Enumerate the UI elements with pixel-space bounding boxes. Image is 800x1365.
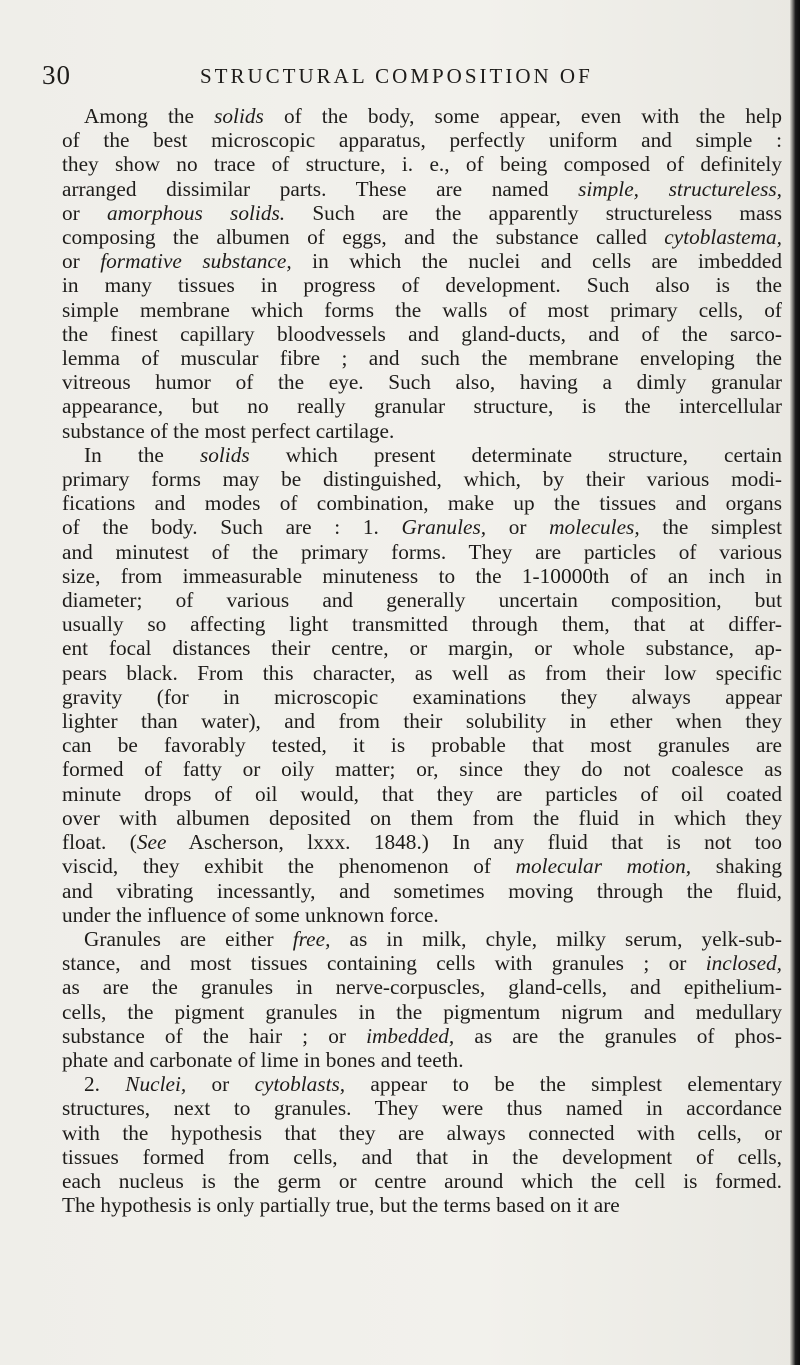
text-line: pears black. From this character, as well as from their low specific bbox=[62, 660, 782, 685]
paragraph-solids bbox=[40, 104, 782, 443]
text-line: simple membrane which forms the walls of most primary cells, of bbox=[62, 297, 782, 322]
running-head: STRUCTURAL COMPOSITION OF bbox=[200, 64, 593, 88]
page-number: 30 bbox=[42, 60, 71, 90]
text-line: lemma of muscular fibre ; and such the membrane enveloping the bbox=[62, 346, 782, 371]
text-line: of the body. Such are : 1. Granules, or molecules, the simplest bbox=[62, 515, 783, 540]
text-line: and minutest of the primary forms. They are particles of various bbox=[62, 539, 782, 564]
text-line: In the solids which present determinate structure, certain bbox=[84, 442, 782, 467]
text-line: minute drops of oil would, that they are particles of oil coated bbox=[62, 781, 782, 806]
text-line: ent focal distances their centre, or margin, or whole substance, ap- bbox=[62, 636, 782, 661]
paragraph-nuclei bbox=[40, 1072, 782, 1217]
text-line: fications and modes of combination, make up the tissues and organs bbox=[62, 491, 782, 516]
text-line: composing the albumen of eggs, and the substance called cytoblastema, bbox=[62, 225, 782, 250]
text-line: over with albumen deposited on them from the fluid in which they bbox=[62, 805, 782, 830]
text-line: phate and carbonate of lime in bones and teeth. bbox=[62, 1047, 464, 1072]
text-line: and vibrating incessantly, and sometimes moving through the fluid, bbox=[62, 878, 782, 903]
text-line: stance, and most tissues containing cells with granules ; or inclosed, bbox=[62, 951, 782, 976]
text-line: Among the solids of the body, some appear, even with the help bbox=[84, 104, 782, 128]
text-line: size, from immeasurable minuteness to the 1-10000th of an inch in bbox=[62, 563, 782, 588]
text-line: arranged dissimilar parts. These are named simple, structureless, bbox=[62, 176, 782, 201]
text-line: formed of fatty or oily matter; or, since they do not coalesce as bbox=[62, 757, 782, 782]
text-line: substance of the hair ; or imbedded, as are the granules of phos- bbox=[62, 1023, 782, 1048]
text-line: the finest capillary bloodvessels and gland-ducts, and of the sarco- bbox=[62, 321, 782, 346]
text-line: or formative substance, in which the nuclei and cells are imbedded bbox=[62, 249, 782, 274]
text-line: cells, the pigment granules in the pigmentum nigrum and medullary bbox=[62, 999, 782, 1024]
text-line: as are the granules in nerve-corpuscles, gland-cells, and epithelium- bbox=[62, 975, 782, 1000]
text-line: in many tissues in progress of development. Such also is the bbox=[62, 273, 782, 298]
text-line: each nucleus is the germ or centre around which the cell is formed. bbox=[62, 1168, 782, 1193]
text-line: of the best microscopic apparatus, perfectly uniform and simple : bbox=[62, 128, 782, 153]
text-line: float. (See Ascherson, lxxx. 1848.) In any fluid that is not too bbox=[62, 830, 782, 855]
text-line: The hypothesis is only partially true, but the terms based on it are bbox=[62, 1193, 620, 1218]
paragraph-determinate bbox=[40, 443, 782, 927]
paragraph-granules bbox=[40, 927, 782, 1072]
text-line: Granules are either free, as in milk, chyle, milky serum, yelk-sub- bbox=[84, 926, 782, 951]
binding-edge bbox=[790, 0, 800, 1365]
text-line: appearance, but no really granular structure, is the intercellular bbox=[62, 394, 782, 419]
text-line: substance of the most perfect cartilage. bbox=[62, 418, 395, 443]
text-line: with the hypothesis that they are always connected with cells, or bbox=[62, 1120, 782, 1145]
text-line: gravity (for in microscopic examinations they always appear bbox=[62, 684, 782, 709]
text-line: or amorphous solids. Such are the apparently structureless mass bbox=[62, 200, 782, 225]
text-line: under the influence of some unknown force. bbox=[62, 902, 439, 927]
text-line: 2. Nuclei, or cytoblasts, appear to be the simplest elementary bbox=[84, 1072, 783, 1097]
body-text bbox=[40, 104, 782, 1217]
text-line: lighter than water), and from their solubility in ether when they bbox=[62, 709, 782, 734]
text-line: they show no trace of structure, i. e., of being composed of definitely bbox=[62, 152, 782, 177]
text-line: usually so affecting light transmitted through them, that at differ- bbox=[62, 612, 782, 637]
text-line: tissues formed from cells, and that in the development of cells, bbox=[62, 1144, 782, 1169]
text-line: viscid, they exhibit the phenomenon of molecular motion, shaking bbox=[62, 854, 782, 879]
text-line: primary forms may be distinguished, which, by their various modi- bbox=[62, 467, 782, 492]
text-line: vitreous humor of the eye. Such also, having a dimly granular bbox=[62, 370, 782, 395]
page-header bbox=[42, 60, 782, 94]
text-line: structures, next to granules. They were thus named in accordance bbox=[62, 1096, 782, 1121]
text-line: can be favorably tested, it is probable that most granules are bbox=[62, 733, 782, 758]
text-line: diameter; of various and generally uncertain composition, but bbox=[62, 588, 782, 613]
